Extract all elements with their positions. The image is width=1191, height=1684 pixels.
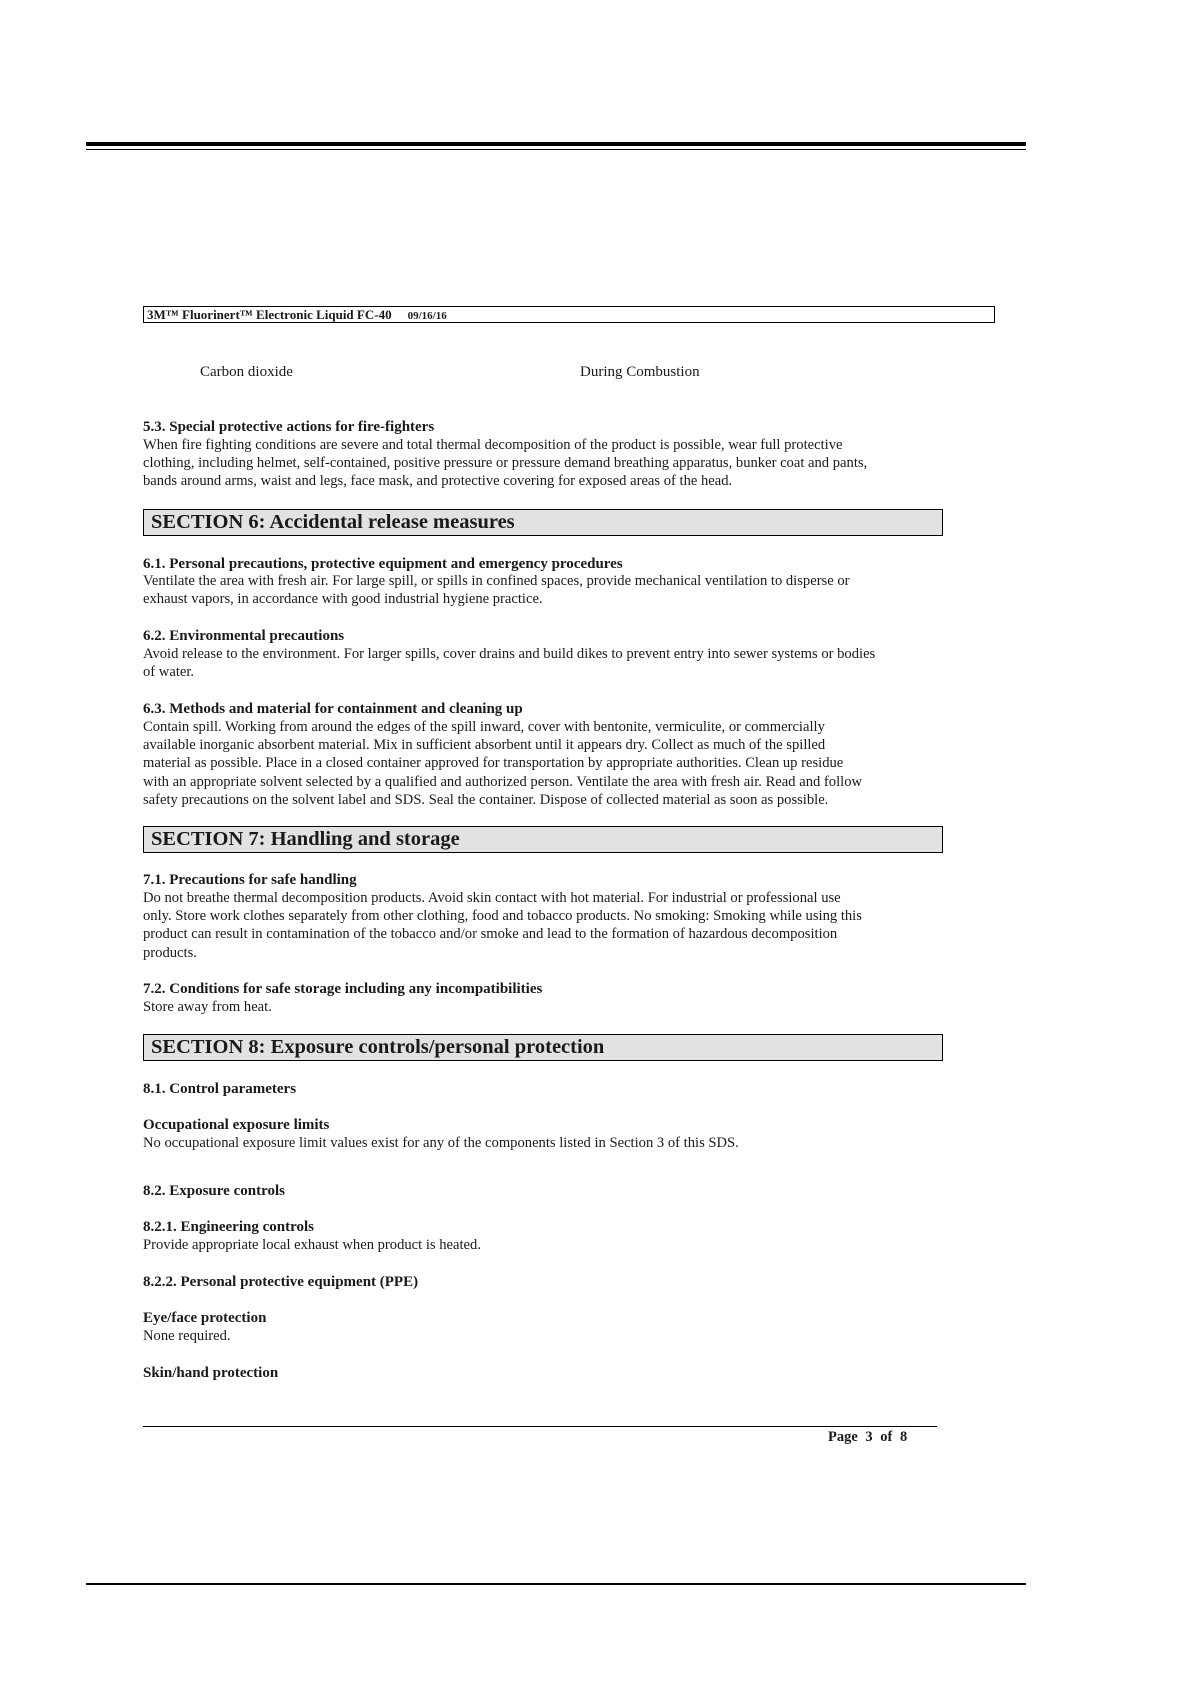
text-line: Avoid release to the environment. For larger spills, cover drains and build dikes to prevent entry into sewer systems or bodies bbox=[143, 646, 876, 662]
subsection-title-6-2: 6.2. Environmental precautions bbox=[143, 628, 345, 644]
text-line: Do not breathe thermal decomposition products. Avoid skin contact with hot material. For industrial or professional use bbox=[143, 890, 841, 906]
oel-text: No occupational exposure limit values exist for any of the components listed in Section 3 of this SDS. bbox=[143, 1135, 739, 1151]
subsection-title-8-2-1: 8.2.1. Engineering controls bbox=[143, 1219, 314, 1235]
subsection-title-6-1: 6.1. Personal precautions, protective equipment and emergency procedures bbox=[143, 556, 623, 572]
text-line: with an appropriate solvent selected by a qualified and authorized person. Ventilate the area with fresh air. Read and follow bbox=[143, 773, 863, 790]
text-line: When fire fighting conditions are severe and total thermal decomposition of the product is possible, wear full protective bbox=[143, 437, 843, 453]
paragraph-6-3 bbox=[143, 718, 953, 809]
eye-protection-title: Eye/face protection bbox=[143, 1310, 267, 1326]
engineering-controls-text: Provide appropriate local exhaust when product is heated. bbox=[143, 1237, 481, 1253]
top-rule bbox=[86, 142, 1026, 146]
paragraph-7-2 bbox=[143, 998, 953, 1016]
text-line: Store away from heat. bbox=[143, 999, 272, 1015]
subsection-title-5-3: 5.3. Special protective actions for fire-fighters bbox=[143, 419, 435, 435]
text-line: product can result in contamination of the tobacco and/or smoke and lead to the formation of hazardous decomposition bbox=[143, 926, 838, 943]
document-header bbox=[143, 306, 995, 323]
page-indicator bbox=[828, 1428, 907, 1446]
page-total: 8 bbox=[900, 1429, 908, 1445]
text-line: material as possible. Place in a closed container approved for transportation by appropriate authorities. Clean up residue bbox=[143, 755, 844, 772]
section-heading-6: SECTION 6: Accidental release measures bbox=[143, 509, 943, 536]
text-line: products. bbox=[143, 944, 197, 961]
subsection-title-8-2: 8.2. Exposure controls bbox=[143, 1183, 285, 1199]
subsection-title-8-2-2: 8.2.2. Personal protective equipment (PPE) bbox=[143, 1274, 419, 1290]
text-line: clothing, including helmet, self-contained, positive pressure or pressure demand breathing apparatus, bunker coat and pants, bbox=[143, 455, 868, 472]
combustion-substance: Carbon dioxide bbox=[200, 364, 293, 380]
eye-protection-text: None required. bbox=[143, 1328, 231, 1344]
top-rule-thin bbox=[86, 149, 1026, 150]
combustion-condition: During Combustion bbox=[580, 364, 700, 380]
product-name: 3M™ Fluorinert™ Electronic Liquid FC-40 bbox=[147, 307, 392, 322]
text-line: exhaust vapors, in accordance with good industrial hygiene practice. bbox=[143, 591, 543, 608]
text-line: Ventilate the area with fresh air. For large spill, or spills in confined spaces, provide mechanical ventilation to disperse or bbox=[143, 573, 850, 589]
text-line: bands around arms, waist and legs, face mask, and protective covering for exposed areas of the head. bbox=[143, 473, 733, 490]
of-label: of bbox=[880, 1429, 893, 1445]
paragraph-6-2 bbox=[143, 645, 953, 681]
section-heading-8: SECTION 8: Exposure controls/personal protection bbox=[143, 1034, 943, 1061]
page-number: 3 bbox=[865, 1429, 873, 1445]
revision-date: 09/16/16 bbox=[407, 310, 447, 322]
skin-protection-title: Skin/hand protection bbox=[143, 1365, 279, 1381]
text-line: Contain spill. Working from around the edges of the spill inward, cover with bentonite, vermiculite, or commercially bbox=[143, 719, 825, 735]
paragraph-7-1 bbox=[143, 889, 953, 962]
subsection-title-8-1: 8.1. Control parameters bbox=[143, 1081, 297, 1097]
text-line: of water. bbox=[143, 664, 195, 681]
oel-title: Occupational exposure limits bbox=[143, 1117, 330, 1133]
bottom-rule bbox=[86, 1583, 1026, 1585]
subsection-title-6-3: 6.3. Methods and material for containment and cleaning up bbox=[143, 701, 523, 717]
section-heading-7: SECTION 7: Handling and storage bbox=[143, 826, 943, 853]
paragraph-5-3 bbox=[143, 436, 953, 491]
subsection-title-7-2: 7.2. Conditions for safe storage including any incompatibilities bbox=[143, 981, 543, 997]
footer-rule bbox=[143, 1426, 937, 1427]
text-line: safety precautions on the solvent label and SDS. Seal the container. Dispose of collected material as soon as possible. bbox=[143, 791, 829, 808]
text-line: available inorganic absorbent material. Mix in sufficient absorbent until it appears dry. Collect as much of the spilled bbox=[143, 737, 826, 754]
subsection-title-7-1: 7.1. Precautions for safe handling bbox=[143, 872, 357, 888]
paragraph-6-1 bbox=[143, 572, 953, 608]
text-line: only. Store work clothes separately from other clothing, food and tobacco products. No smoking: Smoking while using this bbox=[143, 908, 862, 925]
page-label: Page bbox=[828, 1429, 858, 1445]
